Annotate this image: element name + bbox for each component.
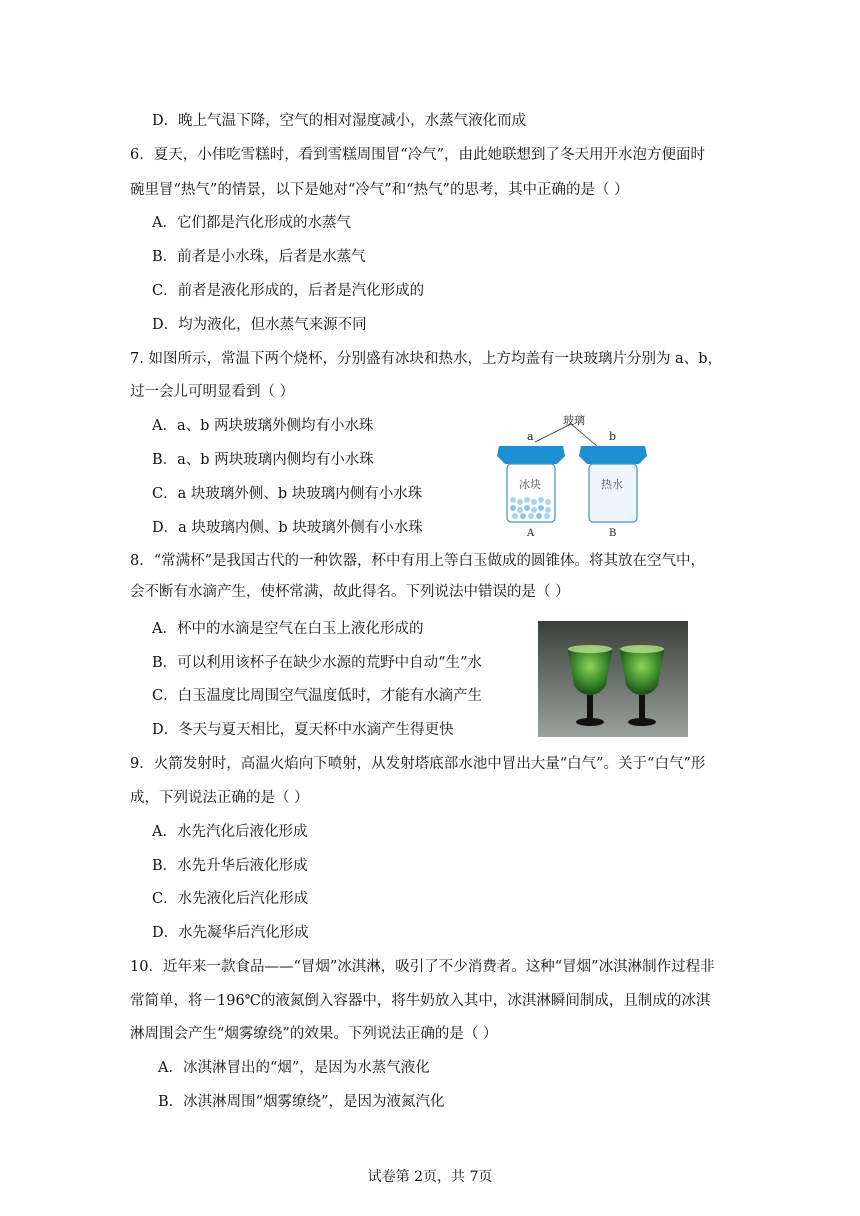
label-a: a xyxy=(527,430,534,443)
option-8a: A．杯中的水滴是空气在白玉上液化形成的 xyxy=(152,621,424,637)
caption-b: B xyxy=(609,528,617,539)
ice-label: 冰块 xyxy=(519,478,541,491)
jade-cups-icon xyxy=(538,621,688,737)
option-5d: D．晚上气温下降，空气的相对湿度减小，水蒸气液化而成 xyxy=(152,113,527,129)
option-9b: B．水先升华后液化形成 xyxy=(152,858,308,874)
question-8-line2: 会不断有水滴产生，使杯常满，故此得名。下列说法中错误的是（ ） xyxy=(130,584,570,600)
question-6-line1: 6．夏天，小伟吃雪糕时，看到雪糕周围冒“冷气”，由此她联想到了冬天用开水泡方便面时 xyxy=(130,147,706,163)
option-9d: D．水先凝华后汽化形成 xyxy=(152,925,309,941)
question-10-line2: 常简单，将－196℃的液氮倒入容器中，将牛奶放入其中，冰淇淋瞬间制成，且制成的冰淇 xyxy=(130,993,711,1009)
option-10a: A．冰淇淋冒出的“烟”，是因为水蒸气液化 xyxy=(158,1060,430,1076)
beakers-diagram xyxy=(493,412,653,542)
option-8d: D．冬天与夏天相比，夏天杯中水滴产生得更快 xyxy=(152,722,454,738)
option-7c: C．a 块玻璃外侧、b 块玻璃内侧有小水珠 xyxy=(152,486,423,502)
page-footer: 试卷第 2页，共 7页 xyxy=(367,1169,493,1185)
question-7-line1: 7. 如图所示，常温下两个烧杯，分别盛有冰块和热水，上方均盖有一块玻璃片分别为 a、b， xyxy=(130,351,722,367)
caption-a: A xyxy=(527,528,535,539)
option-8b: B．可以利用该杯子在缺少水源的荒野中自动“生”水 xyxy=(152,655,482,671)
option-6c: C．前者是液化形成的，后者是汽化形成的 xyxy=(152,283,425,299)
option-7b: B．a、b 两块玻璃内侧均有小水珠 xyxy=(152,452,374,468)
jade-cups-photo xyxy=(538,621,688,737)
option-8c: C．白玉温度比周围空气温度低时，才能有水滴产生 xyxy=(152,688,483,704)
option-7d: D．a 块玻璃内侧、b 块玻璃外侧有小水珠 xyxy=(152,520,423,536)
option-6d: D．均为液化，但水蒸气来源不同 xyxy=(152,317,367,333)
question-10-line1: 10．近年来一款食品——“冒烟”冰淇淋，吸引了不少消费者。这种“冒烟”冰淇淋制作过程非 xyxy=(130,959,715,975)
label-b: b xyxy=(609,430,617,443)
glass-plate-b xyxy=(579,446,647,464)
option-6b: B．前者是小水珠，后者是水蒸气 xyxy=(152,249,366,265)
question-7-line2: 过一会儿可明显看到（ ） xyxy=(130,384,295,400)
glass-label: 玻璃 xyxy=(563,414,585,427)
question-6-line2: 碗里冒“热气”的情景，以下是她对“冷气”和“热气”的思考，其中正确的是（ ） xyxy=(130,182,629,198)
question-9-line1: 9．火箭发射时，高温火焰向下喷射，从发射塔底部水池中冒出大量“白气”。关于“白气”形 xyxy=(130,756,706,772)
option-10b: B．冰淇淋周围“烟雾缭绕”，是因为液氮汽化 xyxy=(158,1094,445,1110)
question-10-line3: 淋周围会产生“烟雾缭绕”的效果。下列说法正确的是（ ） xyxy=(130,1026,498,1042)
glass-plate-a xyxy=(497,446,565,464)
question-8-line1: 8．“常满杯”是我国古代的一种饮器，杯中有用上等白玉做成的圆锥体。将其放在空气中， xyxy=(130,553,706,569)
option-9c: C．水先液化后汽化形成 xyxy=(152,891,309,907)
beakers-figure xyxy=(493,412,653,542)
option-7a: A．a、b 两块玻璃外侧均有小水珠 xyxy=(152,418,374,434)
question-9-line2: 成，下列说法正确的是（ ） xyxy=(130,790,309,806)
hot-water-label: 热水 xyxy=(601,478,623,491)
beaker-b xyxy=(589,464,637,522)
option-9a: A．水先汽化后液化形成 xyxy=(152,824,308,840)
option-6a: A．它们都是汽化形成的水蒸气 xyxy=(152,215,351,231)
